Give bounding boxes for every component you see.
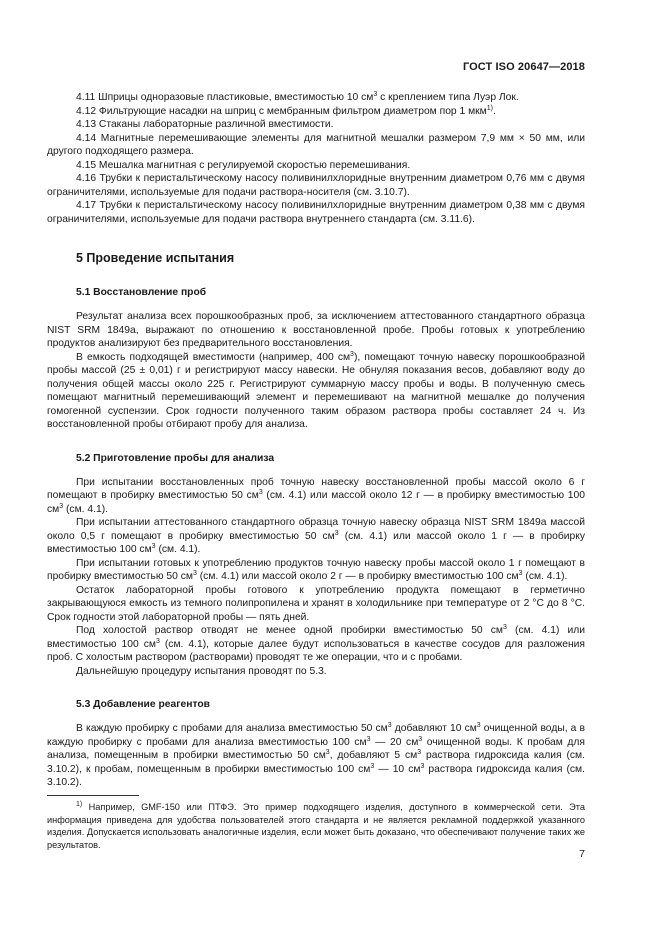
section-title: 5 Проведение испытания xyxy=(76,251,235,265)
paragraph: При испытании готовых к употреблению продуктов точную навеску пробы массой около 1 г помещают в пробирку вместимостью 50 $см^3$ (см. 4.1) или массой около 2 г — в пробирку вместимостью 100 $см^3$ (см. 4.1). xyxy=(47,557,585,582)
list-item-4-15: 4.15 Мешалка магнитная с регулируемой скоростью перемешивания. xyxy=(76,159,411,171)
page-body xyxy=(47,91,585,790)
list-item-4-11: 4.11 Шприцы одноразовые пластиковые, вместимостью 10 $см^3$ с креплением типа Луэр Лок. xyxy=(76,91,519,103)
paragraph: Результат анализа всех порошкообразных проб, за исключением аттестованного стандартного образца NIST SRM 1849a, выражают по отношению к восстановленной пробе. Пробы готовых к употреблению продуктов анализируют без предварительного восстановления. xyxy=(47,311,585,349)
list-item-4-16: 4.16 Трубки к перистальтическому насосу поливинилхлоридные внутренним диаметром 0,76 мм с двумя ограничителями, используемые для подачи раствора-носителя (см. 3.10.7). xyxy=(47,173,585,198)
paragraph: В емкость подходящей вместимости (например, 400 $см^3$), помещают точную навеску порошкообразной пробы массой (25 ± 0,01) г и регистрируют массу навески. Не обнуляя показания весов, добавляют воду до получения общей массы около 225 г. Регистрируют суммарную массу пробы и воды. В полученную смесь помещают магнитный перемешивающий элемент и перемешивают на магнитной мешалке до получения гомогенной суспензии. Срок годности полученного таким образом раствора пробы составляет 24 ч. Из восстановленной пробы отбирают пробу для анализа. xyxy=(47,350,585,430)
subsection-title: 5.3 Добавление реагентов xyxy=(76,699,210,710)
list-item-4-17: 4.17 Трубки к перистальтическому насосу поливинилхлоридные внутренним диаметром 0,38 мм с двумя ограничителями, используемые для подачи раствора внутреннего стандарта (см. 3.11.6). xyxy=(47,200,585,225)
paragraph: В каждую пробирку с пробами для анализа вместимостью 50 $см^3$ добавляют 10 $см^3$ очищенной воды, а в каждую пробирку с пробами для анализа вместимостью 100 $см^3$ — 20 $см^3$ очищенной воды. К пробам для анализа, помещенным в пробирки вместимостью 50 $см^3$, добавляют 5 $см^3$ раствора гидроксида калия (см. 3.10.2), к пробам, помещенным в пробирки вместимостью 100 $см^3$ — 10 $см^3$ раствора гидроксида калия (см. 3.10.2). xyxy=(47,722,585,788)
document-id: ГОСТ ISO 20647—2018 xyxy=(462,61,585,73)
paragraph: Остаток лабораторной пробы готового к употреблению продукта помещают в герметично закрывающуюся емкость из темного полипропилена и хранят в холодильнике при температуре от 2 °С до 8 °С. Срок годности этой лабораторной пробы — пять дней. xyxy=(47,584,585,623)
paragraph: При испытании аттестованного стандартного образца точную навеску образца NIST SRM 1849a массой около 0,5 г помещают в пробирку вместимостью 50 $см^3$ (см. 4.1) или массой около 1 г — в пробирку вместимостью 100 $см^3$ (см. 4.1). xyxy=(47,517,585,555)
footnote-divider xyxy=(47,795,139,796)
list-item-4-12: 4.12 Фильтрующие насадки на шприц с мембранным фильтром диаметром пор 1 мкм$^{1)}$. xyxy=(76,104,496,117)
list-item-4-13: 4.13 Стаканы лабораторные различной вместимости. xyxy=(76,119,334,130)
subsection-title: 5.1 Восстановление проб xyxy=(76,287,207,298)
list-item-4-14: 4.14 Магнитные перемешивающие элементы для магнитной мешалки размером 7,9 мм × 50 мм, или другого подходящего размера. xyxy=(47,132,585,157)
footnote-ref: 1) xyxy=(486,104,493,112)
paragraph: Дальнейшую процедуру испытания проводят по 5.3. xyxy=(76,665,327,677)
subsection-title: 5.2 Приготовление пробы для анализа xyxy=(76,452,275,464)
footnote: $^{1)}$ Например, GMF-150 или ПТФЭ. Это пример подходящего изделия, доступного в коммерческой сети. Эта информация приведена для удобства пользователей этого стандарта и не является рекламной поддержкой указанного изделия. Допускается использовать аналогичные изделия, если может быть доказано, что обеспечивают получение таких же результатов. xyxy=(47,801,585,850)
page-number: 7 xyxy=(579,848,585,860)
paragraph: Под холостой раствор отводят не менее одной пробирки вместимостью 50 $см^3$ (см. 4.1) или вместимостью 100 $см^3$ (см. 4.1), которые далее будут использоваться в качестве сосудов для разложения проб. С холостым раствором (растворами) проводят те же операции, что и с пробами. xyxy=(47,624,585,663)
paragraph: При испытании восстановленных проб точную навеску восстановленной пробы массой около 6 г помещают в пробирку вместимостью 50 $см^3$ (см. 4.1) или массой около 12 г — в пробирку вместимостью 100 $см^3$ (см. 4.1). xyxy=(47,476,585,515)
